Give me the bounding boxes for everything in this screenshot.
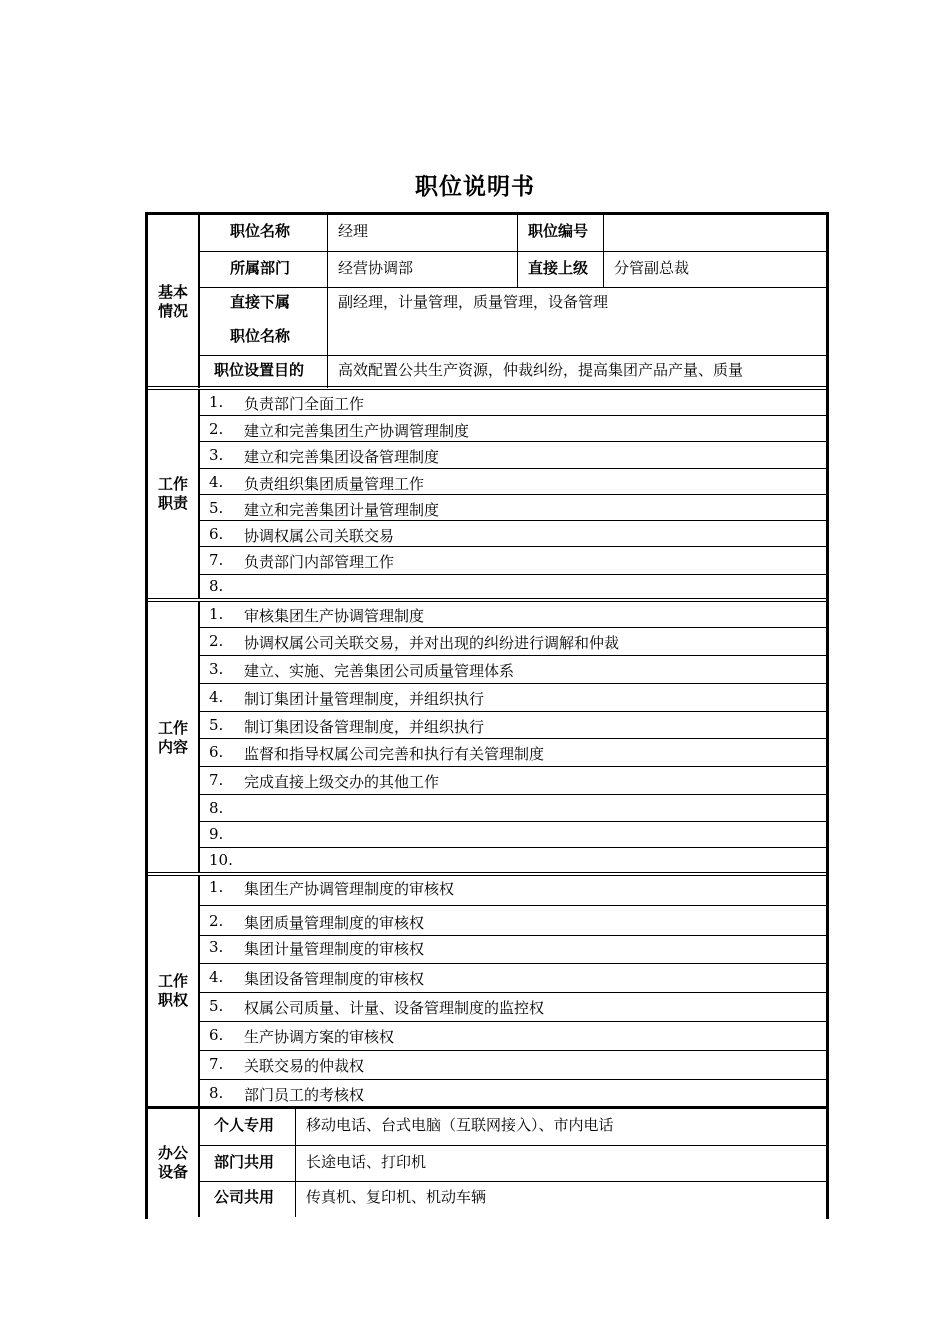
equipment-label: 办公 设备 <box>148 1109 199 1217</box>
work-content-label: 工作 内容 <box>148 602 199 873</box>
list-item: 1. 集团生产协调管理制度的审核权 <box>200 876 826 906</box>
basic-info-section <box>148 215 826 388</box>
equipment-value-company: 传真机、复印机、机动车辆 <box>306 1188 487 1206</box>
list-item: 10. <box>209 851 233 869</box>
list-item: 4. 负责组织集团质量管理工作 <box>200 469 826 495</box>
basic-info-label: 基本 情况 <box>148 215 199 388</box>
row-position-name <box>200 215 826 252</box>
equipment-value-department: 长途电话、打印机 <box>306 1153 427 1171</box>
equipment-row <box>200 1182 826 1217</box>
list-item: 4. 集团设备管理制度的审核权 <box>200 964 826 993</box>
list-item: 6. 生产协调方案的审核权 <box>200 1022 826 1051</box>
department-value: 经营协调部 <box>328 252 518 287</box>
duties-section <box>148 390 826 598</box>
document-title: 职位说明书 <box>415 174 535 200</box>
authority-section <box>148 876 826 1106</box>
list-item: 6. 监督和指导权属公司完善和执行有关管理制度 <box>200 739 826 767</box>
row-purpose <box>200 356 826 388</box>
subordinates-label: 直接下属 职位名称 <box>200 288 328 355</box>
list-item: 8. <box>200 795 826 822</box>
purpose-label: 职位设置目的 <box>200 356 328 388</box>
superior-label: 直接上级 <box>518 252 604 287</box>
list-item: 1. 负责部门全面工作 <box>200 390 826 416</box>
equipment-section <box>148 1109 826 1217</box>
list-item: 7. 关联交易的仲裁权 <box>200 1051 826 1080</box>
equipment-label-personal: 个人专用 <box>200 1109 296 1145</box>
list-item: 8. <box>209 577 224 595</box>
superior-value: 分管副总裁 <box>614 259 690 277</box>
duties-label: 工作 职责 <box>148 390 199 598</box>
list-item: 3. 建立、实施、完善集团公司质量管理体系 <box>200 656 826 684</box>
list-item: 8. 部门员工的考核权 <box>209 1084 365 1104</box>
position-name-value: 经理 <box>328 215 518 251</box>
list-item: 6. 协调权属公司关联交易 <box>200 521 826 547</box>
row-subordinates <box>200 288 826 356</box>
list-item: 9. <box>200 822 826 848</box>
authority-label: 工作 职权 <box>148 876 199 1106</box>
list-item: 2. 集团质量管理制度的审核权 <box>200 906 826 936</box>
list-item: 3. 集团计量管理制度的审核权 <box>200 936 826 964</box>
equipment-label-department: 部门共用 <box>200 1146 296 1181</box>
equipment-row <box>200 1146 826 1182</box>
list-item: 3. 建立和完善集团设备管理制度 <box>200 442 826 469</box>
list-item: 4. 制订集团计量管理制度，并组织执行 <box>200 684 826 712</box>
list-item: 7. 负责部门内部管理工作 <box>200 547 826 575</box>
work-content-section <box>148 602 826 873</box>
list-item: 7. 完成直接上级交办的其他工作 <box>200 767 826 795</box>
list-item: 2. 协调权属公司关联交易，并对出现的纠纷进行调解和仲裁 <box>200 628 826 656</box>
list-item: 5. 权属公司质量、计量、设备管理制度的监控权 <box>200 993 826 1022</box>
subordinates-value: 副经理，计量管理，质量管理，设备管理 <box>338 293 609 311</box>
department-label: 所属部门 <box>200 252 328 287</box>
list-item: 1. 审核集团生产协调管理制度 <box>200 602 826 628</box>
equipment-label-company: 公司共用 <box>200 1182 296 1217</box>
list-item: 5. 建立和完善集团计量管理制度 <box>200 495 826 521</box>
position-code-value <box>604 215 826 251</box>
row-department <box>200 252 826 288</box>
purpose-value: 高效配置公共生产资源，仲裁纠纷，提高集团产品产量、质量 <box>338 361 744 379</box>
equipment-row <box>200 1109 826 1146</box>
equipment-value-personal: 移动电话、台式电脑（互联网接入）、市内电话 <box>306 1116 614 1134</box>
list-item: 5. 制订集团设备管理制度，并组织执行 <box>200 712 826 739</box>
list-item: 2. 建立和完善集团生产协调管理制度 <box>200 416 826 442</box>
position-code-label: 职位编号 <box>518 215 604 251</box>
position-name-label: 职位名称 <box>200 215 328 251</box>
